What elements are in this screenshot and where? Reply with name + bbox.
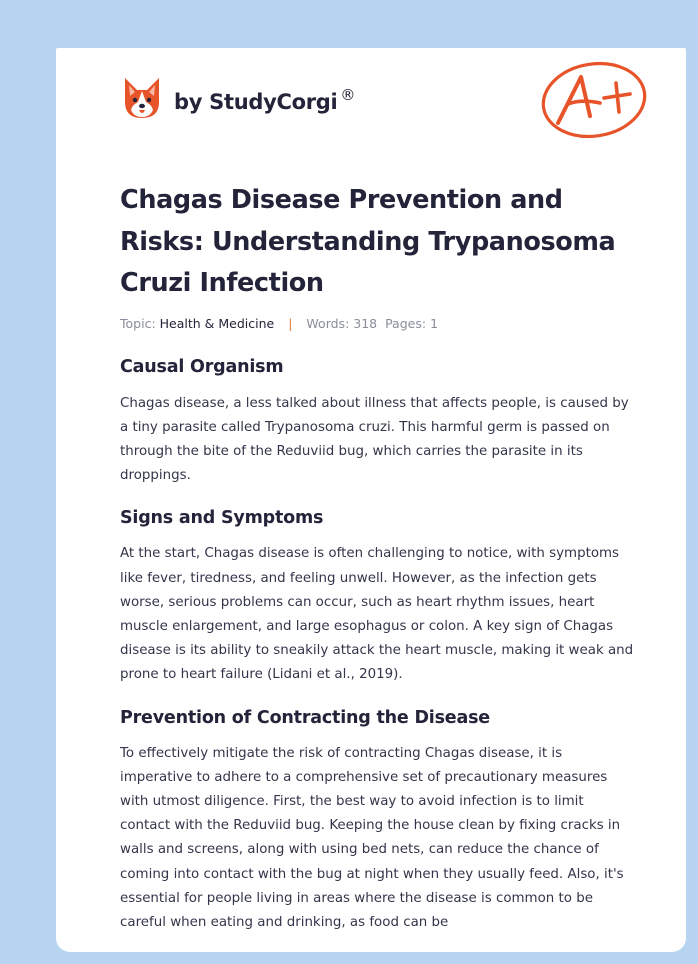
pages-label: Pages:	[385, 315, 427, 331]
section-text-signs-symptoms: At the start, Chagas disease is often challenging to notice, with symptoms like fever, tiredness, and feeling unwell. However, as the infection gets worse, serious problems can occur, such as heart rhythm issues, heart muscle enlargement, and large esophagus or colon. A key sign of Chagas disease is its ability to sneakily attack the heart muscle, making it weak and prone to heart failure (Lidani et al., 2019).	[120, 546, 634, 683]
document-page	[56, 48, 686, 952]
registered-mark: ®	[340, 86, 356, 104]
corgi-icon	[122, 76, 162, 120]
section-heading-signs-symptoms: Signs and Symptoms	[120, 508, 324, 529]
topic-label: Topic:	[120, 315, 156, 331]
section-heading-prevention: Prevention of Contracting the Disease	[120, 707, 490, 728]
words-count: 318	[353, 315, 378, 331]
meta-separator: |	[288, 315, 293, 331]
section-heading-causal-organism: Causal Organism	[120, 356, 284, 377]
section-text-causal-organism: Chagas disease, a less talked about illness that affects people, is caused by a tiny parasite called Trypanosoma cruzi. This harmful germ is passed on through the bite of the Reduviid bug, which carries the parasite in its droppings.	[120, 395, 629, 484]
essay-content	[120, 180, 634, 935]
section-text-prevention: To effectively mitigate the risk of contracting Chagas disease, it is imperative to adhere to a comprehensive set of precautionary measures with utmost diligence. First, the best way to avoid infection is to limit contact with the Reduviid bug. Keeping the house clean by fixing cracks in walls and screens, along with using bed nets, can reduce the chance of coming into contact with the bug at night when they usually feed. Also, it's essential for people living in areas where the disease is common to be careful when eating and drinking, as food can be	[120, 745, 624, 930]
essay-meta	[120, 316, 634, 331]
pages-count: 1	[430, 315, 439, 331]
a-plus-grade-badge	[538, 58, 650, 146]
topic-link[interactable]: Health & Medicine	[159, 315, 275, 331]
studycorgi-logo[interactable]	[122, 76, 355, 120]
svg-text:A+: A+	[538, 58, 540, 59]
grade-icon	[538, 58, 650, 142]
brand-name: by StudyCorgi ®	[174, 86, 356, 114]
page-title: Chagas Disease Prevention and Risks: Understanding Trypanosoma Cruzi Infection	[120, 185, 616, 298]
words-label: Words:	[306, 315, 350, 331]
